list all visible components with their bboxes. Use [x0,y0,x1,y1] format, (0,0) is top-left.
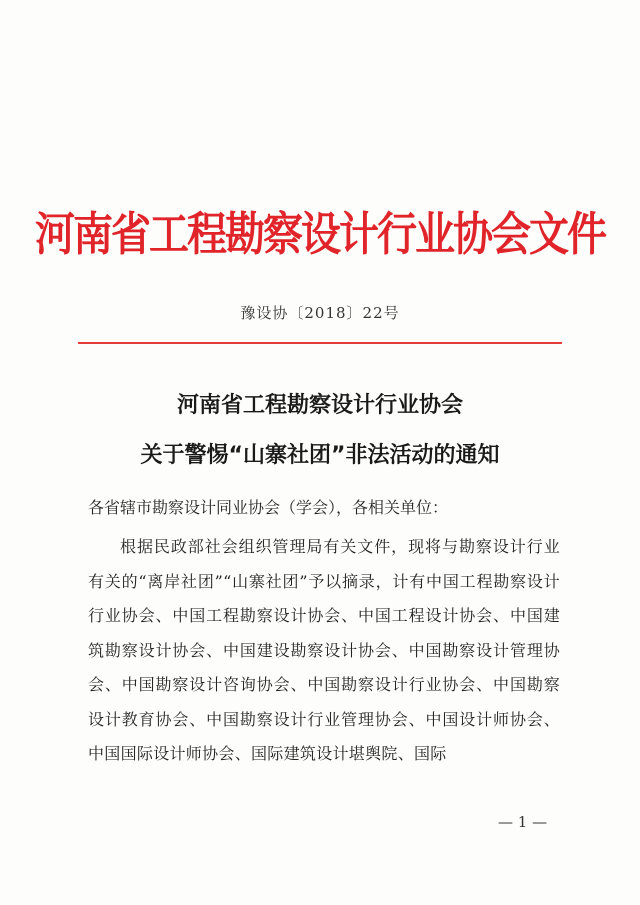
notice-title-line-1: 河南省工程勘察设计行业协会 [176,393,463,418]
red-separator-line [78,342,562,344]
document-number: 豫设协〔2018〕22号 [240,304,400,322]
issuing-organization-title: 河南省工程勘察设计行业协会文件 [35,208,605,262]
page-number: — 1 — [498,813,548,831]
salutation: 各省辖市勘察设计同业协会（学会），各相关单位： [88,498,449,517]
notice-title-line-2: 关于警惕“山寨社团”非法活动的通知 [140,443,500,468]
body-paragraph: 根据民政部社会组织管理局有关文件，现将与勘察设计行业有关的“离岸社团”“山寨社团”予以摘录，计有中国工程勘察设计行业协会、中国工程勘察设计协会、中国工程设计协会、中国建筑勘察设计协会、中国建设勘察设计协会、中国勘察设计管理协会、中国勘察设计咨询协会、中国勘察设计行业协会、中国勘察设计教育协会、中国勘察设计行业管理协会、中国设计师协会、中国国际设计师协会、国际建筑设计堪舆院、国际 [88,537,560,763]
